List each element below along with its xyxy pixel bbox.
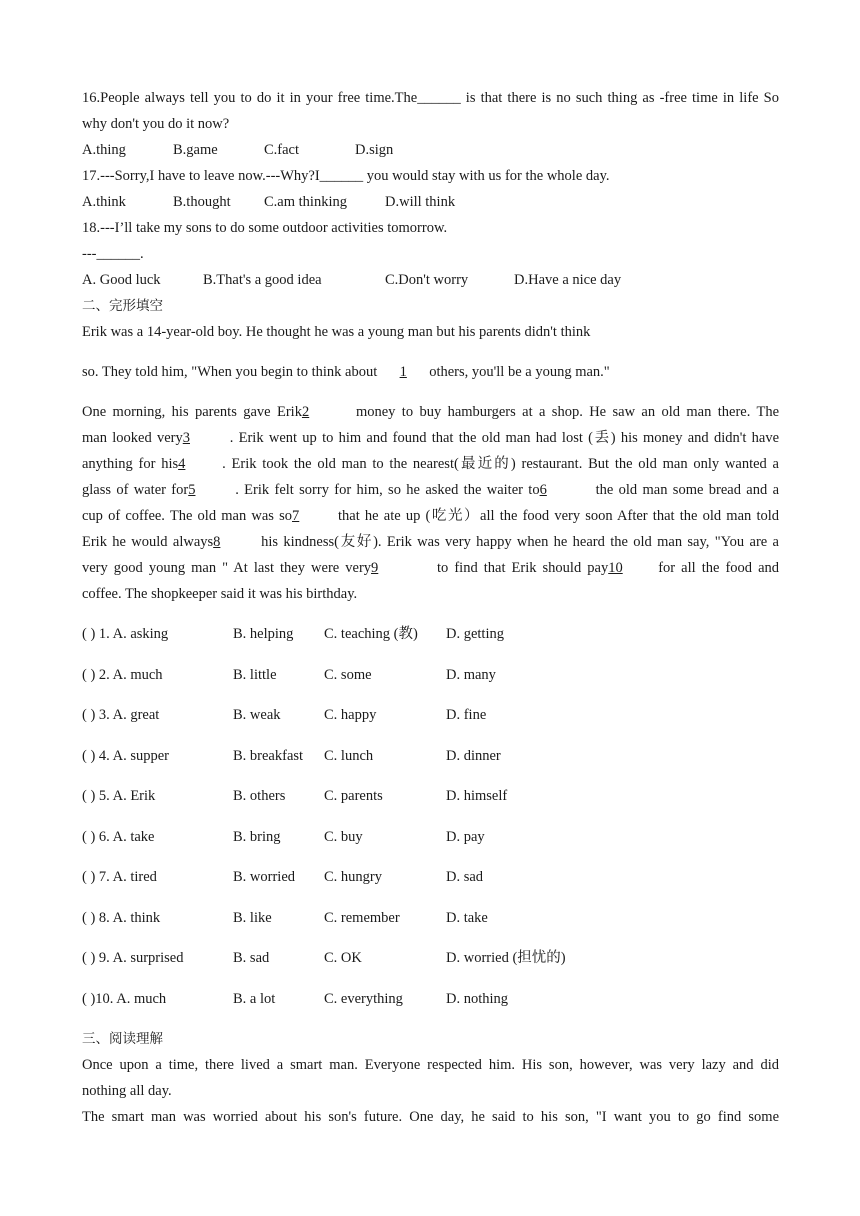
option-b: B.game [173,142,218,158]
cloze-line-9: very good young man " At last they were very9 to find that Erik should pay10 for all the food and [82,560,780,576]
question-18-options [82,270,779,296]
question-16-options [82,140,779,166]
list-item: ( ) 2. A. much B. little C. some D. many [82,666,496,683]
blank-3: 3 [182,430,190,446]
cloze-line-1: Erik was a 14-year-old boy. He thought he was a young man but his parents didn't think [82,324,591,340]
question-18-line-1: 18.---I’ll take my sons to do some outdoor activities tomorrow. [82,220,448,236]
blank-9: 9 [371,560,379,576]
document-page [82,88,779,1133]
reading-line-3: The smart man was worried about his son's future. One day, he said to his son, "I want you to go find some [82,1109,779,1125]
cloze-line-10: coffee. The shopkeeper said it was his birthday. [82,586,358,602]
question-17-line-1: 17.---Sorry,I have to leave now.---Why?I______ you would stay with us for the whole day. [82,168,610,184]
cloze-line-3: One morning, his parents gave Erik2 money to buy hamburgers at a shop. He saw an old man there. The [82,404,780,420]
blank-6: 6 [539,482,547,498]
section-3-heading: 三、阅读理解 [82,1031,163,1047]
blank-5: 5 [188,482,196,498]
question-18-line-2: ---______. [82,246,144,262]
list-item: ( ) 8. A. think B. like C. remember D. take [82,909,488,926]
cloze-line-8: Erik he would always8 his kindness(友好). Erik was very happy when he heard the old man say, "You are a [82,534,779,550]
option-d: D.will think [385,194,456,210]
list-item: ( ) 6. A. take B. bring C. buy D. pay [82,828,485,845]
option-d: D.sign [355,142,394,158]
blank-1: 1 [399,364,407,380]
cloze-options-list [82,624,779,1029]
reading-line-1: Once upon a time, there lived a smart man. Everyone respected him. His son, however, was very lazy and did [82,1057,779,1073]
option-a: A. Good luck [82,272,161,288]
cloze-line-2: so. They told him, "When you begin to think about 1 others, you'll be a young man." [82,364,610,380]
question-16-line-1: 16.People always tell you to do it in your free time.The______ is that there is no such thing as -free time in life So [82,90,779,106]
cloze-line-6: glass of water for5 . Erik felt sorry for him, so he asked the waiter to6 the old man some bread and a [82,482,780,498]
option-a: A.think [82,194,126,210]
list-item: ( ) 1. A. asking B. helping C. teaching (教) D. getting [82,626,504,642]
cloze-line-7: cup of coffee. The old man was so7 that he ate up (吃光）all the food very soon After that the old man told [82,508,779,524]
list-item: ( ) 3. A. great B. weak C. happy D. fine [82,707,487,723]
list-item: ( )10. A. much B. a lot C. everything D. nothing [82,990,509,1007]
list-item: ( ) 7. A. tired B. worried C. hungry D. sad [82,869,484,885]
list-item: ( ) 5. A. Erik B. others C. parents D. himself [82,788,508,804]
blank-7: 7 [292,508,300,524]
blank-2: 2 [301,404,310,420]
section-2-heading: 二、完形填空 [82,298,163,314]
question-16-line-2: why don't you do it now? [82,116,230,132]
blank-4: 4 [178,456,186,472]
option-d: D.Have a nice day [514,272,622,288]
list-item: ( ) 4. A. supper B. breakfast C. lunch D. dinner [82,747,501,764]
cloze-line-4: man looked very3 . Erik went up to him and found that the old man had lost (丢) his money and didn't have [82,430,780,446]
option-b: B.That's a good idea [203,272,322,288]
option-b: B.thought [173,194,231,210]
question-17-options [82,192,779,218]
blank-10: 10 [608,560,623,576]
option-a: A.thing [82,142,126,158]
blank-8: 8 [213,534,221,550]
cloze-line-5: anything for his4 . Erik took the old man to the nearest(最近的) restaurant. But the old man only wanted a [82,456,779,472]
reading-line-2: nothing all day. [82,1083,172,1099]
option-c: C.Don't worry [385,272,469,288]
list-item: ( ) 9. A. surprised B. sad C. OK D. worried (担忧的) [82,950,566,966]
option-c: C.fact [264,142,300,158]
option-c: C.am thinking [264,194,347,210]
